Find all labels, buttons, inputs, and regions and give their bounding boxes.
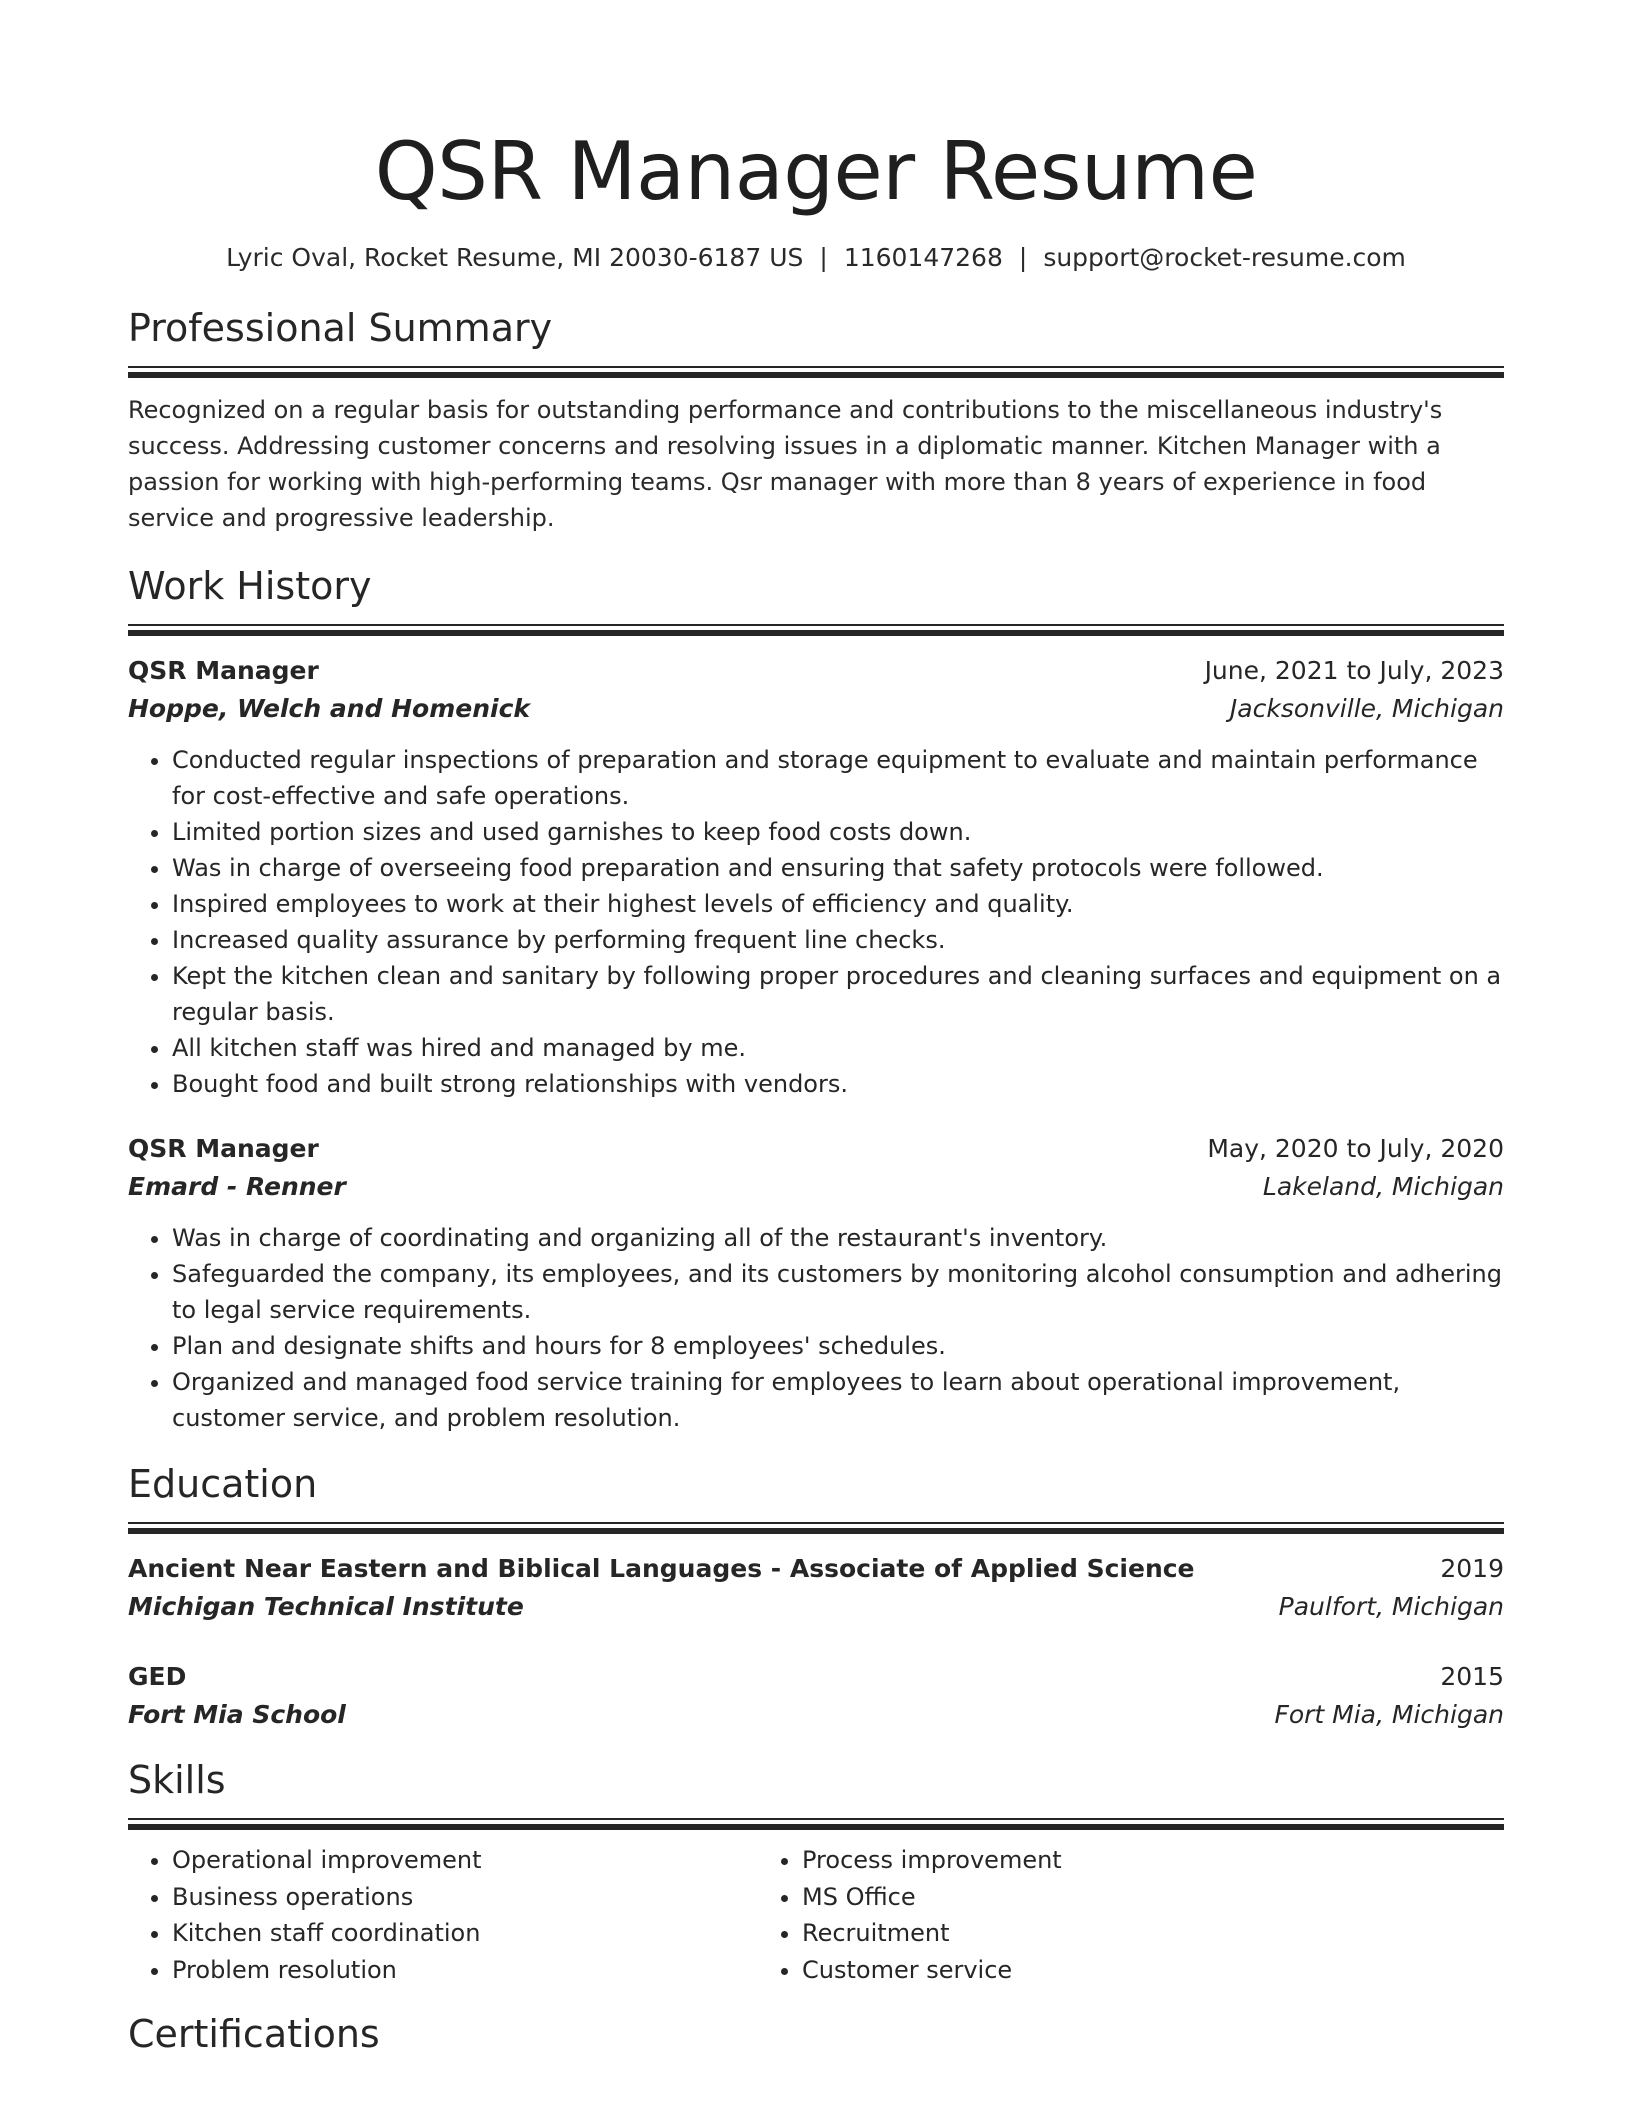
education-location: Fort Mia, Michigan bbox=[1274, 1700, 1504, 1729]
list-item: • Operational improvement bbox=[172, 1842, 758, 1879]
job-dates: June, 2021 to July, 2023 bbox=[1204, 656, 1504, 685]
job-company: Hoppe, Welch and Homenick bbox=[128, 694, 531, 723]
list-item: • Was in charge of overseeing food preparation and ensuring that safety protocols were followed. bbox=[172, 850, 1504, 886]
summary-text: Recognized on a regular basis for outstanding performance and contributions to the miscellaneous industry's success. Addressing customer concerns and resolving issues in a diplomatic manner. Kitchen Manager with a passion for working with high-performing teams. Qsr manager with more than 8 years of experience in food service and progressive leadership. bbox=[128, 396, 1443, 532]
education-section bbox=[128, 1460, 1504, 1734]
section-divider bbox=[128, 366, 1504, 378]
section-divider bbox=[128, 1522, 1504, 1534]
list-item: • Inspired employees to work at their highest levels of efficiency and quality. bbox=[172, 886, 1504, 922]
job-header bbox=[128, 652, 1504, 690]
education-school: Michigan Technical Institute bbox=[128, 1592, 524, 1621]
job-header bbox=[128, 1130, 1504, 1168]
section-heading: Certifications bbox=[128, 2012, 380, 2056]
education-location: Paulfort, Michigan bbox=[1278, 1592, 1504, 1621]
list-item: • Increased quality assurance by performing frequent line checks. bbox=[172, 922, 1504, 958]
work-history-section bbox=[128, 562, 1504, 1436]
resume-title: QSR Manager Resume bbox=[374, 125, 1258, 218]
section-heading: Professional Summary bbox=[128, 306, 553, 350]
list-item: • Bought food and built strong relationships with vendors. bbox=[172, 1066, 1504, 1102]
contact-email: support@rocket-resume.com bbox=[1043, 243, 1406, 272]
job-title: QSR Manager bbox=[128, 1134, 319, 1163]
education-subheader bbox=[128, 1696, 1504, 1734]
skills-left-column bbox=[128, 1842, 758, 1988]
job-bullets bbox=[128, 1220, 1504, 1436]
education-entry bbox=[128, 1658, 1504, 1734]
education-school: Fort Mia School bbox=[128, 1700, 346, 1729]
list-item: • All kitchen staff was hired and managed by me. bbox=[172, 1030, 1504, 1066]
job-location: Lakeland, Michigan bbox=[1262, 1172, 1504, 1201]
list-item: • Process improvement bbox=[802, 1842, 1388, 1879]
list-item: • Problem resolution bbox=[172, 1952, 758, 1989]
job-entry bbox=[128, 652, 1504, 1102]
education-degree: Ancient Near Eastern and Biblical Languages - Associate of Applied Science bbox=[128, 1554, 1195, 1583]
section-heading: Skills bbox=[128, 1758, 226, 1802]
job-subheader bbox=[128, 1168, 1504, 1206]
list-item: • Customer service bbox=[802, 1952, 1388, 1989]
job-dates: May, 2020 to July, 2020 bbox=[1207, 1134, 1504, 1163]
job-subheader bbox=[128, 690, 1504, 728]
certifications-section bbox=[128, 2010, 1504, 2058]
list-item: • Plan and designate shifts and hours for 8 employees' schedules. bbox=[172, 1328, 1504, 1364]
education-entry bbox=[128, 1550, 1504, 1626]
education-year: 2015 bbox=[1440, 1662, 1504, 1691]
job-company: Emard - Renner bbox=[128, 1172, 346, 1201]
skills-right-column bbox=[758, 1842, 1388, 1988]
education-header bbox=[128, 1550, 1504, 1588]
section-heading: Education bbox=[128, 1462, 318, 1506]
contact-separator: | bbox=[819, 243, 828, 272]
contact-line bbox=[128, 242, 1504, 274]
education-degree: GED bbox=[128, 1662, 187, 1691]
list-item: • Safeguarded the company, its employees, and its customers by monitoring alcohol consumption and adhering to legal service requirements. bbox=[172, 1256, 1504, 1328]
job-entry bbox=[128, 1130, 1504, 1436]
summary-section bbox=[128, 304, 1504, 536]
list-item: • MS Office bbox=[802, 1879, 1388, 1916]
section-divider bbox=[128, 1818, 1504, 1830]
list-item: • Kept the kitchen clean and sanitary by following proper procedures and cleaning surfaces and equipment on a regular basis. bbox=[172, 958, 1504, 1030]
education-header bbox=[128, 1658, 1504, 1696]
list-item: • Business operations bbox=[172, 1879, 758, 1916]
education-subheader bbox=[128, 1588, 1504, 1626]
list-item: • Limited portion sizes and used garnishes to keep food costs down. bbox=[172, 814, 1504, 850]
list-item: • Was in charge of coordinating and organizing all of the restaurant's inventory. bbox=[172, 1220, 1504, 1256]
job-title: QSR Manager bbox=[128, 656, 319, 685]
education-year: 2019 bbox=[1440, 1554, 1504, 1583]
contact-phone: 1160147268 bbox=[843, 243, 1003, 272]
skills-columns bbox=[128, 1842, 1504, 1988]
list-item: • Conducted regular inspections of preparation and storage equipment to evaluate and maintain performance for cost-effective and safe operations. bbox=[172, 742, 1504, 814]
list-item: • Recruitment bbox=[802, 1915, 1388, 1952]
list-item: • Kitchen staff coordination bbox=[172, 1915, 758, 1952]
contact-separator: | bbox=[1018, 243, 1028, 272]
section-divider bbox=[128, 624, 1504, 636]
job-location: Jacksonville, Michigan bbox=[1229, 694, 1504, 723]
contact-address: Lyric Oval, Rocket Resume, MI 20030-6187 US bbox=[226, 243, 804, 272]
job-bullets bbox=[128, 742, 1504, 1102]
list-item: • Organized and managed food service training for employees to learn about operational improvement, customer service, and problem resolution. bbox=[172, 1364, 1504, 1436]
skills-section bbox=[128, 1756, 1504, 1988]
section-heading: Work History bbox=[128, 564, 372, 608]
